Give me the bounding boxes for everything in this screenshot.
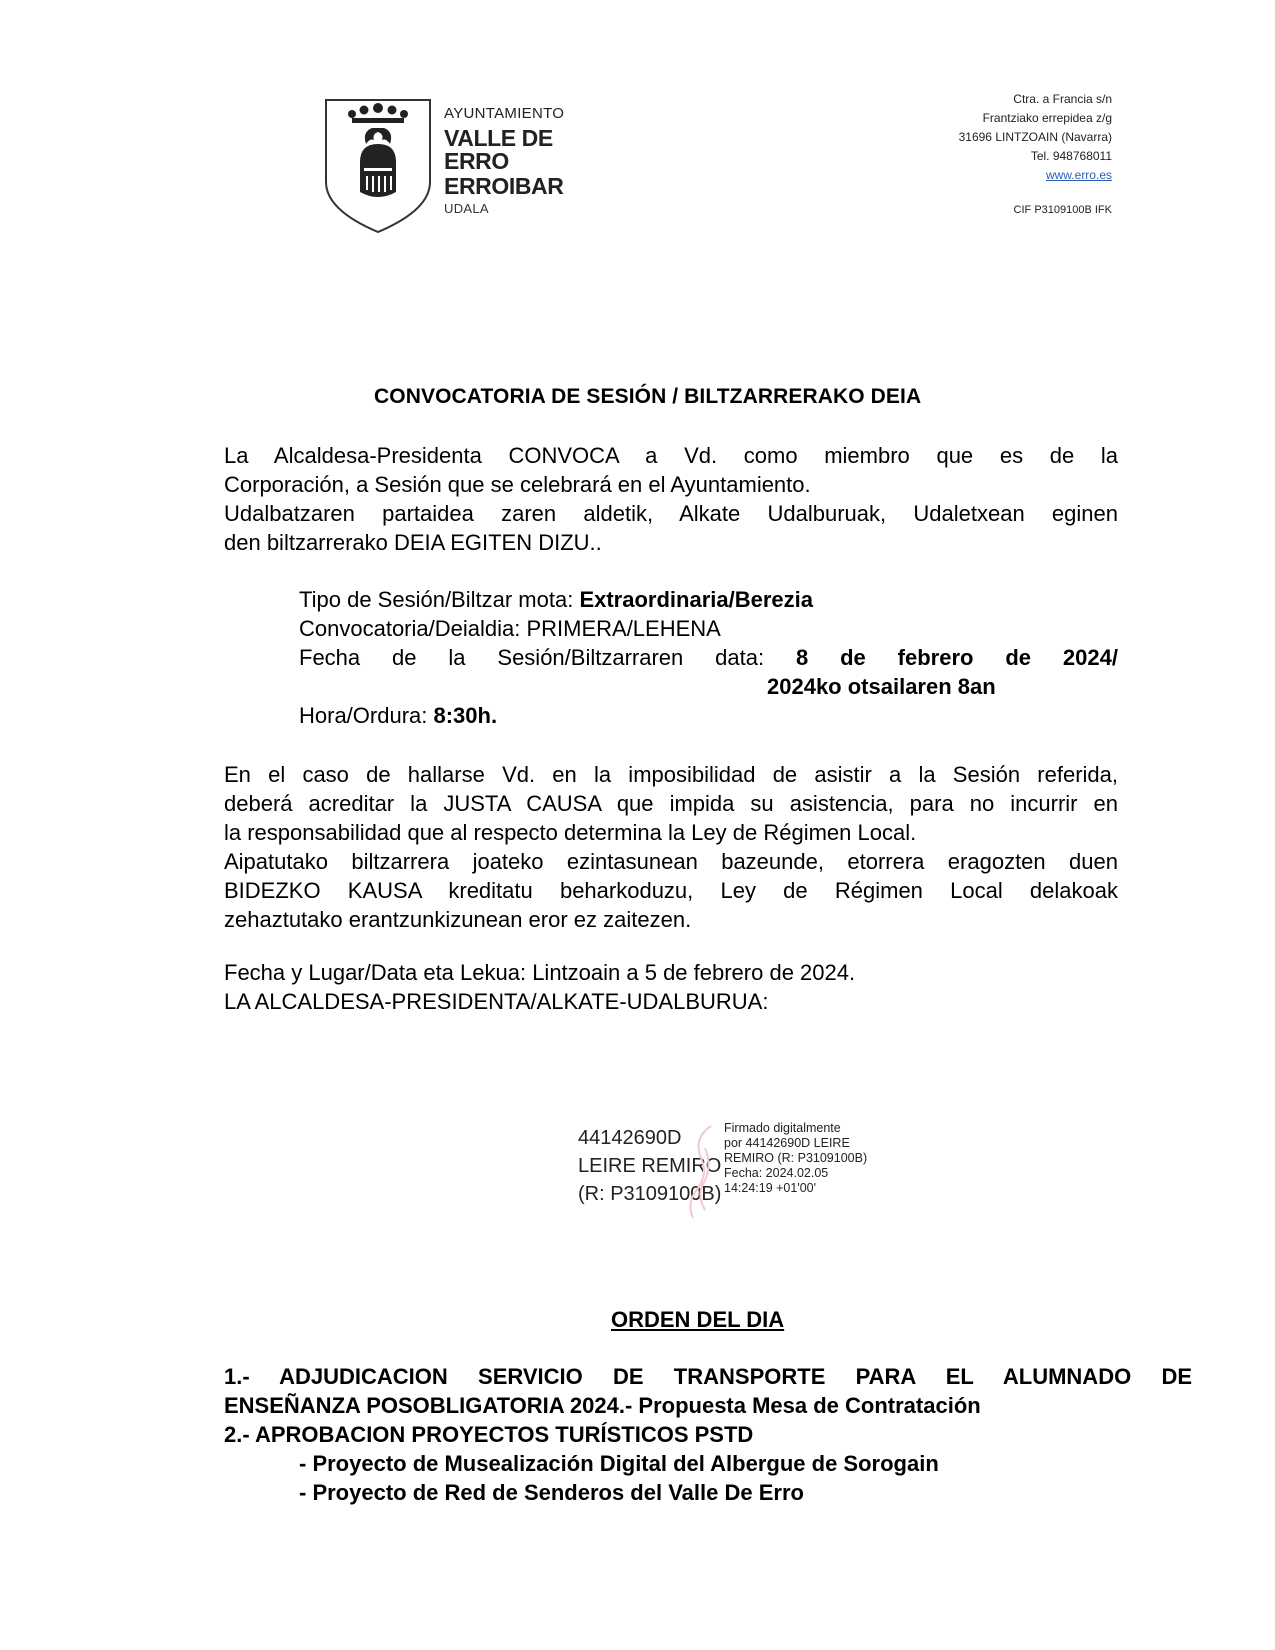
date-value-word: de: [840, 645, 866, 670]
session-time-value: 8:30h.: [433, 703, 498, 728]
signature-id: 44142690D: [578, 1127, 682, 1149]
municipality-logo: [322, 92, 622, 237]
absence-es-line-1: En el caso de hallarse Vd. en la imposibilidad de asistir a la Sesión referida,: [224, 762, 1118, 787]
date-label-word: de: [392, 645, 417, 670]
session-type-value: Extraordinaria/Berezia: [579, 587, 813, 612]
date-label-word: Sesión/Biltzarraren: [497, 645, 684, 670]
session-type-row: [299, 585, 1118, 614]
intro-paragraph: [224, 441, 1118, 557]
signature-detail-line: REMIRO (R: P3109100B): [724, 1151, 868, 1165]
session-date-row: [299, 643, 1118, 672]
signature-detail-line: Fecha: 2024.02.05: [724, 1166, 829, 1180]
session-time-label: Hora/Ordura:: [299, 703, 434, 728]
logo-line-valle-de-erro: VALLE DE ERRO: [444, 125, 553, 174]
intro-eu-line-1: Udalbatzaren partaidea zaren aldetik, Alkate Udalburuak, Udaletxean eginen: [224, 501, 1118, 526]
coat-of-arms-icon: [322, 92, 434, 237]
absence-es-line-3: la responsabilidad que al respecto determina la Ley de Régimen Local.: [224, 820, 917, 845]
session-date-eu: 2024ko otsailaren 8an: [767, 674, 996, 699]
session-time-row: [299, 701, 1118, 730]
signature-details: [724, 1121, 867, 1196]
signature-representation: (R: P3109100B): [578, 1183, 722, 1205]
place-date-line: Fecha y Lugar/Data eta Lekua: Lintzoain a 5 de febrero de 2024.: [224, 960, 856, 985]
intro-eu-line-2: den biltzarrerako DEIA EGITEN DIZU..: [224, 530, 602, 555]
agenda-title: ORDEN DEL DIA: [611, 1307, 785, 1332]
convocatoria-row: Convocatoria/Deialdia: PRIMERA/LEHENA: [299, 616, 721, 641]
date-value-word: de: [1005, 645, 1031, 670]
date-label-word: Fecha: [299, 645, 361, 670]
absence-paragraph: [224, 760, 1118, 934]
logo-line-erroibar: ERROIBAR: [444, 173, 564, 199]
document-title: CONVOCATORIA DE SESIÓN / BILTZARRERAKO DEIA: [374, 385, 922, 408]
session-type-label: Tipo de Sesión/Biltzar mota:: [299, 587, 580, 612]
absence-eu-line-3: zehaztutako erantzunkizunean eror ez zaitezen.: [224, 907, 692, 932]
place-date-block: [224, 958, 1118, 1016]
signature-watermark-icon: [683, 1118, 723, 1228]
intro-es-line-1: La Alcaldesa-Presidenta CONVOCA a Vd. como miembro que es de la: [224, 443, 1118, 468]
contact-address-eu: Frantziako errepidea z/g: [982, 111, 1112, 125]
signature-detail-line: 14:24:19 +01'00': [724, 1181, 817, 1195]
date-value-word: 8: [795, 645, 809, 670]
contact-phone: Tel. 948768011: [1030, 149, 1112, 163]
signer-title: LA ALCALDESA-PRESIDENTA/ALKATE-UDALBURUA:: [224, 989, 769, 1014]
date-label-word: la: [448, 645, 466, 670]
agenda-item-1-line-2: ENSEÑANZA POSOBLIGATORIA 2024.- Propuesta Mesa de Contratación: [224, 1393, 981, 1418]
intro-es-line-2: Corporación, a Sesión que se celebrará en el Ayuntamiento.: [224, 472, 811, 497]
contact-address-es: Ctra. a Francia s/n: [1013, 92, 1112, 106]
signature-detail-line: por 44142690D LEIRE: [724, 1136, 850, 1150]
logo-line-ayuntamiento: AYUNTAMIENTO: [444, 105, 565, 122]
agenda-item-2: 2.- APROBACION PROYECTOS TURÍSTICOS PSTD: [224, 1422, 754, 1447]
digital-signature: [578, 1118, 878, 1228]
agenda-item-2-sub-1: - Proyecto de Musealización Digital del Albergue de Sorogain: [299, 1451, 939, 1476]
date-value-word: febrero: [897, 645, 974, 670]
signature-detail-line: Firmado digitalmente: [724, 1121, 841, 1135]
contact-website-link[interactable]: www.erro.es: [1045, 168, 1112, 182]
date-value-word: 2024/: [1062, 645, 1118, 670]
contact-cif: CIF P3109100B IFK: [1013, 204, 1112, 216]
session-details: [299, 585, 1118, 730]
absence-es-line-2: deberá acreditar la JUSTA CAUSA que impida su asistencia, para no incurrir en: [224, 791, 1118, 816]
agenda-item-1-line-1: 1.- ADJUDICACION SERVICIO DE TRANSPORTE PARA EL ALUMNADO DE: [224, 1364, 1192, 1389]
date-label-word: data:: [715, 645, 765, 670]
signature-name: LEIRE REMIRO: [578, 1155, 722, 1177]
absence-eu-line-1: Aipatutako biltzarrera joateko ezintasunean bazeunde, etorrera eragozten duen: [224, 849, 1118, 874]
absence-eu-line-2: BIDEZKO KAUSA kreditatu beharkoduzu, Ley de Régimen Local delakoak: [224, 878, 1118, 903]
agenda-item-2-sub-2: - Proyecto de Red de Senderos del Valle De Erro: [299, 1480, 804, 1505]
logo-line-udala: UDALA: [444, 201, 489, 216]
contact-block: [959, 90, 1112, 220]
agenda-list: [224, 1362, 1192, 1507]
contact-city: 31696 LINTZOAIN (Navarra): [958, 130, 1112, 144]
